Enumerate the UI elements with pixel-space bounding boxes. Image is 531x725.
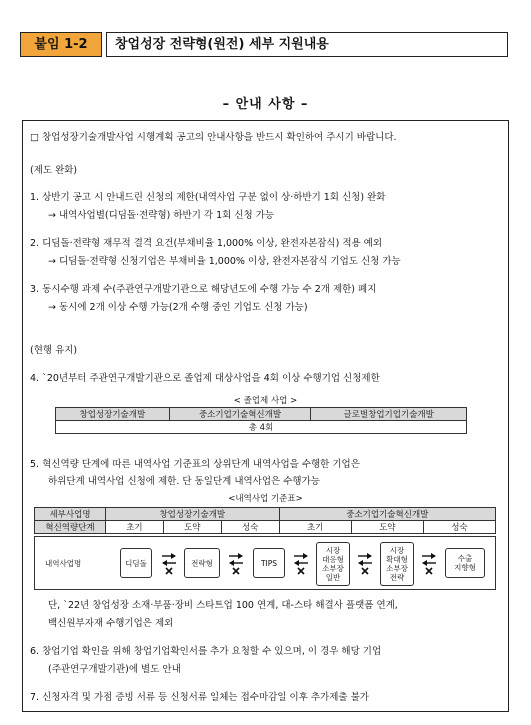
- grad-total: 총 4회: [56, 421, 467, 434]
- standard-table: [34, 507, 496, 534]
- item-3-sub: → 동시에 2개 이상 수행 가능(2개 수행 중인 기업도 신청 가능): [48, 302, 308, 313]
- flow-box-market-response: 시장 대응형 소부장 일반: [316, 542, 350, 586]
- grad-table-caption: < 졸업제 사업 >: [233, 396, 298, 406]
- item-2: 2. 디딤돌·전략형 재무적 결격 요건(부채비율 1,000% 이상, 완전자본잠식) 적용 예외: [30, 238, 383, 249]
- item-2-sub: → 디딤돌·전략형 신청기업은 부채비율 1,000% 이상, 완전자본잠식 기업도 신청 가능: [48, 256, 401, 267]
- item-3: 3. 동시수행 과제 수(주관연구개발기관으로 해당년도에 수행 가능 수 2개 제한) 폐지: [30, 284, 377, 295]
- flow-label: 내역사업명: [45, 558, 82, 568]
- std-stage-cell: 초기: [279, 521, 351, 534]
- std-stage-cell: 도약: [351, 521, 423, 534]
- exclude-arrow-icon: [357, 550, 373, 576]
- item-5-note: 단, `22년 창업성장 소재·부품·장비 스타트업 100 연계, 대-스타 해결사 플랫폼 연계,: [48, 600, 398, 611]
- grad-col-1: 창업성장기술개발: [56, 408, 170, 421]
- item-4: 4. `20년부터 주관연구개발기관으로 졸업제 대상사업을 4회 이상 수행기업 신청제한: [30, 373, 380, 384]
- flow-box-strategy: 전략형: [184, 548, 220, 578]
- item-5: 5. 혁신역량 단계에 따른 내역사업 기준표의 상위단계 내역사업을 수행한 기업은: [30, 459, 360, 470]
- attachment-tag: 붙임 1-2: [20, 32, 102, 57]
- flow-box-export: 수출 지향형: [445, 548, 485, 578]
- intro-text: □ 창업성장기술개발사업 시행계획 공고의 안내사항을 반드시 확인하여 주시기 바랍니다.: [30, 132, 397, 143]
- section-relaxed: (제도 완화): [30, 165, 78, 176]
- grad-col-2: 중소기업기술혁신개발: [169, 408, 311, 421]
- flow-box-tips: TIPS: [253, 548, 285, 578]
- item-1: 1. 상반기 공고 시 안내드린 신청의 제한(내역사업 구분 없이 상·하반기 1회 신청) 완화: [30, 192, 386, 203]
- std-startup-header: 창업성장기술개발: [106, 508, 280, 521]
- exclude-arrow-icon: [421, 550, 437, 576]
- flow-box-market-expand: 시장 확대형 소부장 전략: [380, 542, 414, 586]
- exclude-arrow-icon: [293, 550, 309, 576]
- std-stage-cell: 성숙: [423, 521, 495, 534]
- flow-box-dididmdol: 디딤돌: [120, 548, 152, 578]
- exclude-arrow-icon: [161, 550, 177, 576]
- item-1-sub: → 내역사업별(디딤돌·전략형) 하반기 각 1회 신청 가능: [48, 210, 275, 221]
- item-6-line2: (주관연구개발기관)에 별도 안내: [48, 664, 181, 675]
- std-business-header: 세부사업명: [35, 508, 106, 521]
- notice-title: – 안내 사항 –: [222, 97, 309, 112]
- graduation-table: [55, 407, 467, 434]
- std-table-caption: <내역사업 기준표>: [228, 494, 303, 504]
- std-stage-header: 혁신역량단계: [35, 521, 106, 534]
- item-6: 6. 창업기업 확인을 위해 창업기업확인서를 추가 요청할 수 있으며, 이 경우 해당 기업: [30, 646, 382, 657]
- std-stage-cell: 성숙: [221, 521, 279, 534]
- item-5-line2: 하위단계 내역사업 신청에 제한. 단 동일단계 내역사업은 수행가능: [48, 476, 320, 487]
- item-5-note-2: 백신원부자재 수행기업은 제외: [48, 618, 174, 629]
- std-sme-header: 중소기업기술혁신개발: [279, 508, 495, 521]
- section-maintained: (현행 유지): [30, 345, 78, 356]
- business-flow: [34, 536, 496, 590]
- exclude-arrow-icon: [228, 550, 244, 576]
- grad-col-3: 글로벌창업기업기술개발: [311, 408, 467, 421]
- std-stage-cell: 도약: [163, 521, 221, 534]
- std-stage-cell: 초기: [106, 521, 164, 534]
- item-7: 7. 신청자격 및 가점 증빙 서류 등 신청서류 일체는 접수마감일 이후 추가제출 불가: [30, 692, 369, 703]
- document-title: 창업성장 전략형(원전) 세부 지원내용: [106, 32, 508, 57]
